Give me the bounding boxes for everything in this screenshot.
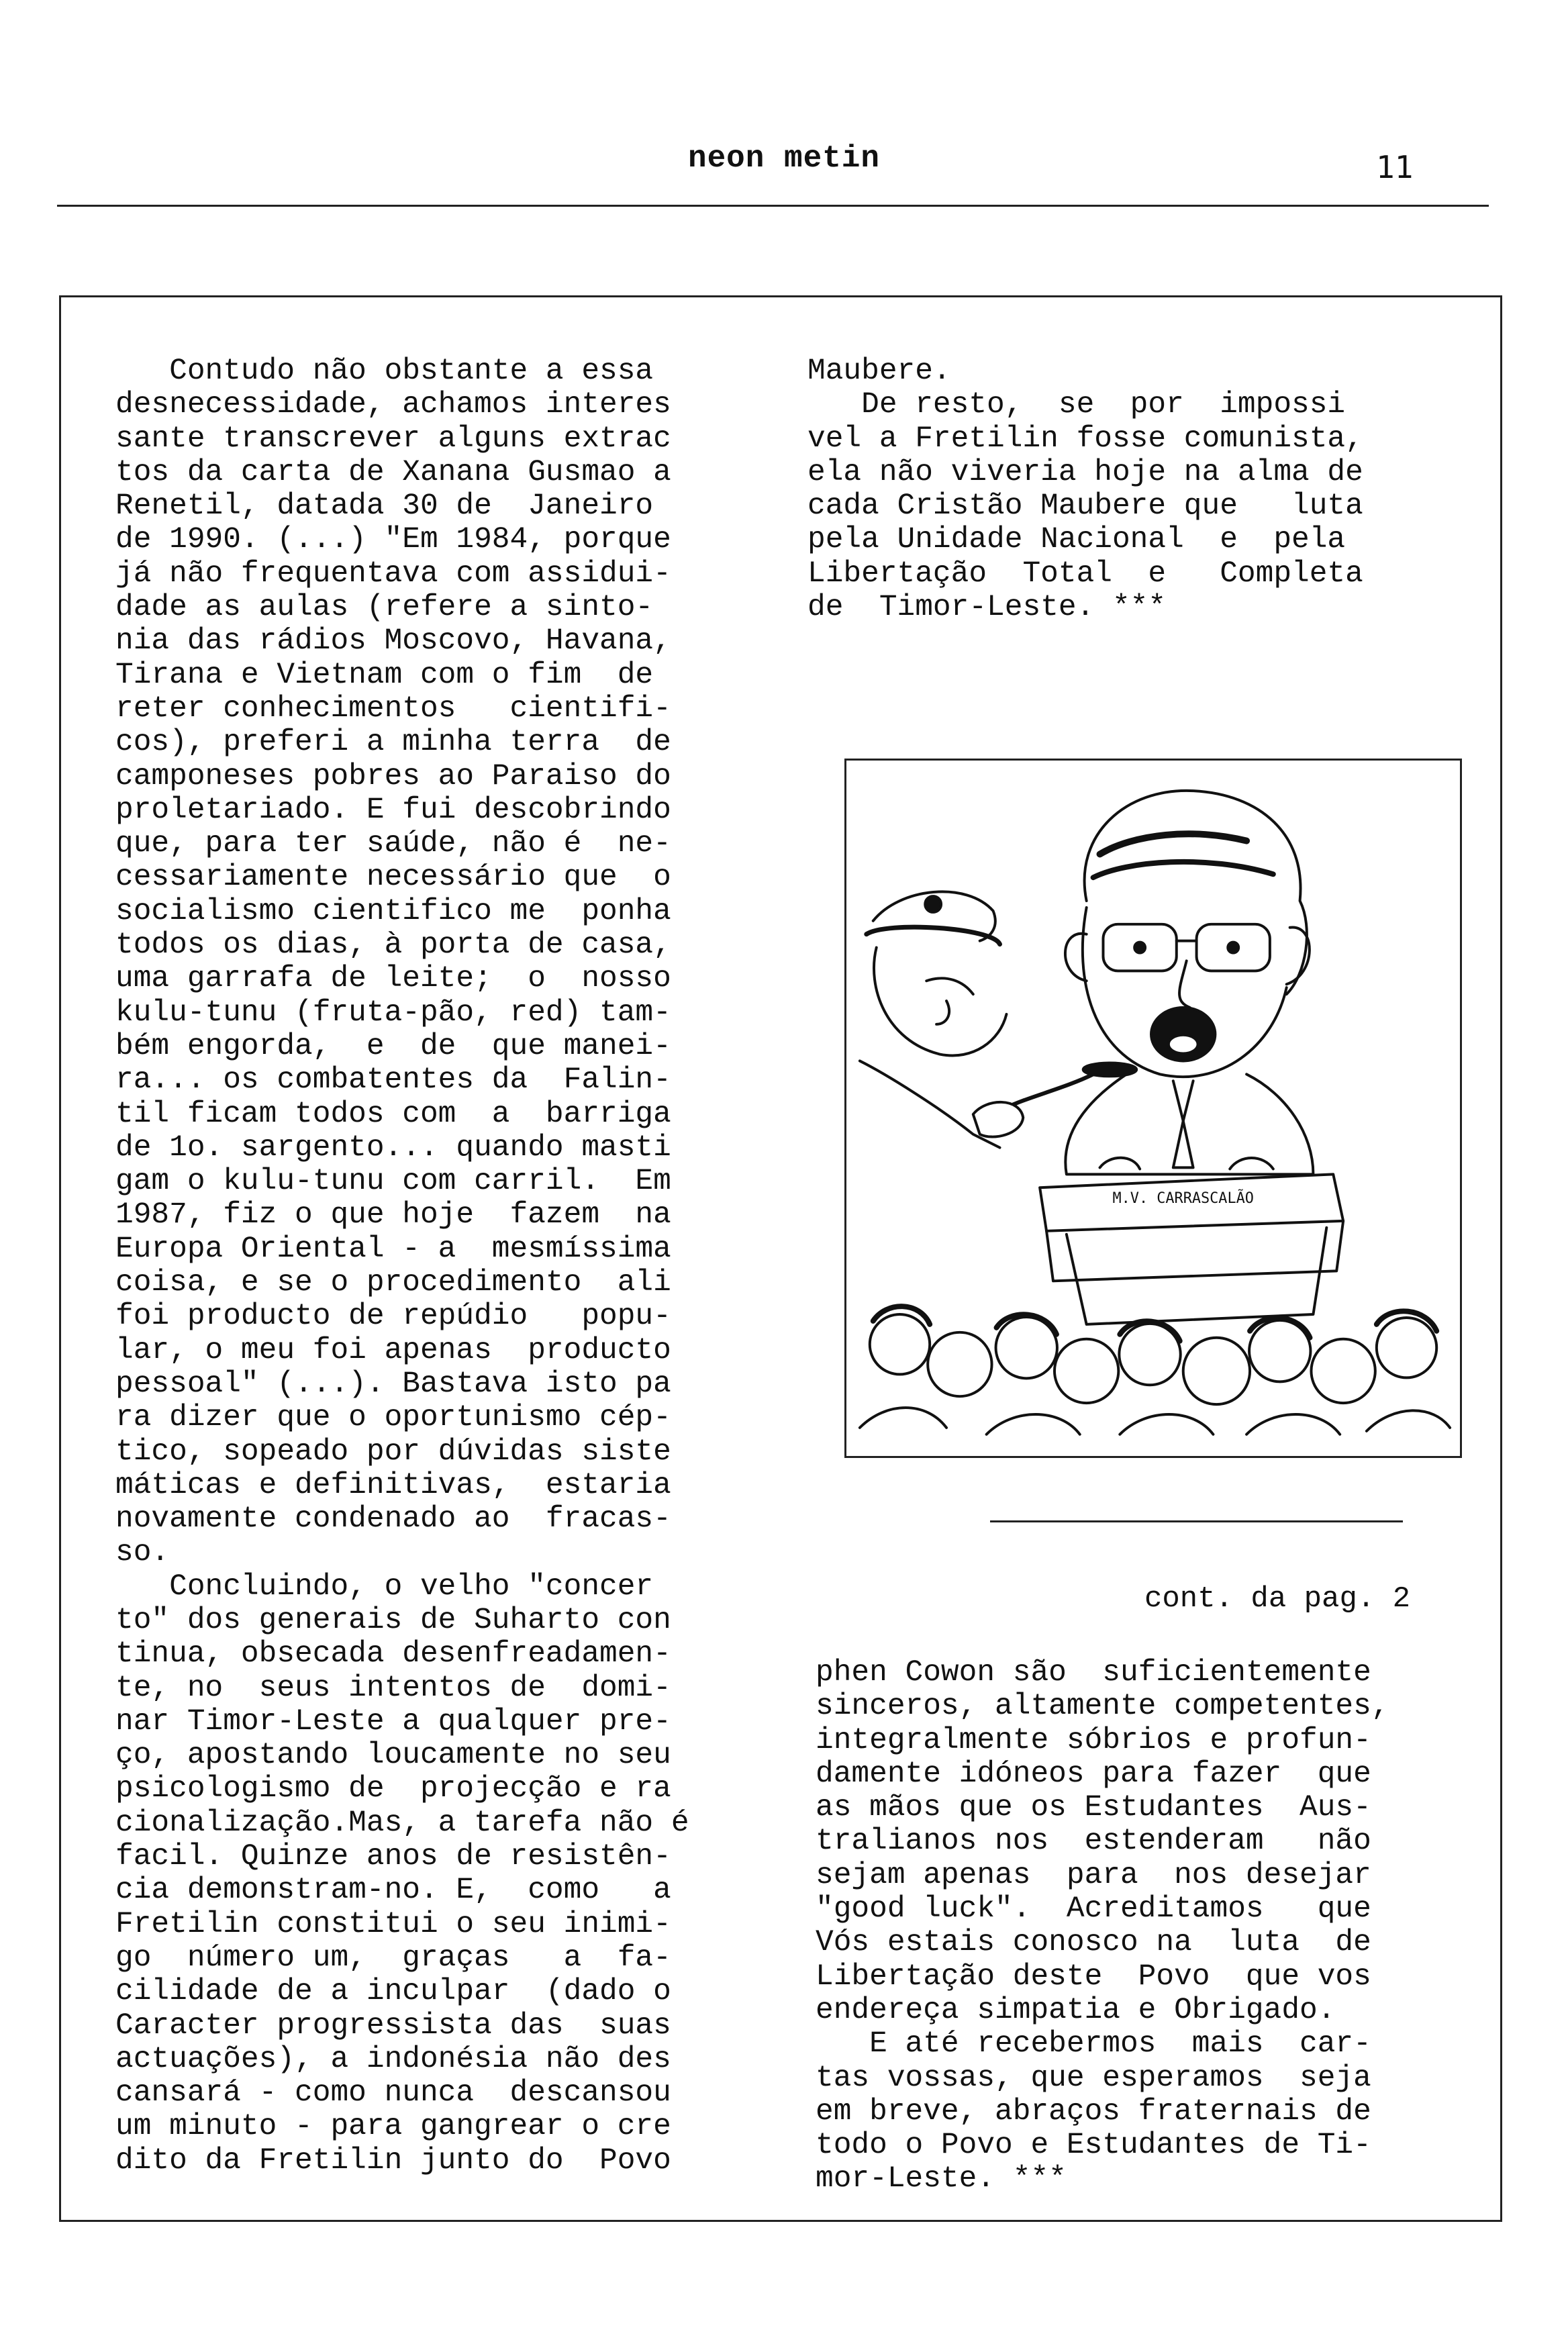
text-line: gam o kulu-tunu com carril. Em: [115, 1165, 671, 1199]
text-line: endereça simpatia e Obrigado.: [816, 1993, 1336, 2027]
article-left-column: [115, 354, 760, 2178]
caricature-icon: [846, 761, 1460, 1456]
text-line: ra dizer que o oportunismo cép-: [115, 1401, 671, 1435]
text-line: foi producto de repúdio popu-: [115, 1300, 671, 1334]
header-divider: [57, 205, 1489, 207]
text-line: um minuto - para gangrear o cre: [115, 2110, 671, 2144]
article-right-column-top: [807, 354, 1452, 624]
text-line: til ficam todos com a barriga: [115, 1097, 671, 1131]
text-line: Concluindo, o velho "concer: [115, 1569, 654, 1604]
text-line: De resto, se por impossi: [807, 388, 1346, 422]
text-line: ço, apostando loucamente no seu: [115, 1739, 671, 1773]
text-line: 1987, fiz o que hoje fazem na: [115, 1198, 671, 1232]
text-line: Fretilin constitui o seu inimi-: [115, 1907, 671, 1941]
text-line: ela não viveria hoje na alma de: [807, 455, 1363, 489]
text-line: que, para ter saúde, não é ne-: [115, 827, 671, 861]
text-line: cionalização.Mas, a tarefa não é: [115, 1806, 689, 1840]
text-line: mor-Leste. ***: [816, 2162, 1067, 2196]
text-line: E até recebermos mais car-: [816, 2027, 1371, 2061]
text-line: novamente condenado ao fracas-: [115, 1502, 671, 1537]
text-line: Caracter progressista das suas: [115, 2008, 671, 2043]
article-right-column-bottom: [816, 1656, 1460, 2196]
text-line: Tirana e Vietnam com o fim de: [115, 658, 654, 692]
text-line: Renetil, datada 30 de Janeiro: [115, 489, 654, 524]
text-line: socialismo cientifico me ponha: [115, 894, 671, 928]
text-line: nar Timor-Leste a qualquer pre-: [115, 1704, 671, 1739]
page-header-title: neon metin: [687, 141, 881, 176]
text-line: lar, o meu foi apenas producto: [115, 1333, 671, 1367]
text-line: to" dos generais de Suharto con: [115, 1603, 671, 1637]
text-line: uma garrafa de leite; o nosso: [115, 962, 671, 996]
text-line: as mãos que os Estudantes Aus-: [816, 1791, 1371, 1825]
podium-label: M.V. CARRASCALÃO: [1112, 1190, 1254, 1208]
section-divider: [990, 1520, 1403, 1522]
text-line: integralmente sóbrios e profun-: [816, 1723, 1371, 1757]
text-line: Libertação deste Povo que vos: [816, 1959, 1371, 1994]
text-line: pessoal" (...). Bastava isto pa: [115, 1367, 671, 1401]
text-line: cos), preferi a minha terra de: [115, 726, 671, 760]
text-line: damente idóneos para fazer que: [816, 1757, 1371, 1791]
text-line: tas vossas, que esperamos seja: [816, 2061, 1371, 2095]
text-line: desnecessidade, achamos interes: [115, 388, 671, 422]
text-line: actuações), a indonésia não des: [115, 2042, 671, 2076]
text-line: dade as aulas (refere a sinto-: [115, 591, 654, 625]
text-line: Contudo não obstante a essa: [115, 354, 654, 388]
text-line: "good luck". Acreditamos que: [816, 1892, 1371, 1927]
text-line: cada Cristão Maubere que luta: [807, 489, 1363, 524]
text-line: bém engorda, e de que manei-: [115, 1029, 671, 1063]
text-line: ra... os combatentes da Falin-: [115, 1063, 671, 1098]
text-line: Vós estais conosco na luta de: [816, 1926, 1371, 1960]
text-line: Libertação Total e Completa: [807, 556, 1363, 591]
text-line: sante transcrever alguns extrac: [115, 422, 671, 456]
text-line: em breve, abraços fraternais de: [816, 2094, 1371, 2129]
text-line: cia demonstram-no. E, como a: [115, 1873, 671, 1908]
text-line: reter conhecimentos cientifi-: [115, 691, 671, 726]
text-line: camponeses pobres ao Paraiso do: [115, 759, 671, 793]
text-line: tico, sopeado por dúvidas siste: [115, 1434, 671, 1469]
text-line: te, no seus intentos de domi-: [115, 1671, 671, 1705]
cartoon-illustration: [844, 759, 1462, 1458]
text-line: facil. Quinze anos de resistên-: [115, 1840, 671, 1874]
text-line: tralianos nos estenderam não: [816, 1824, 1371, 1859]
text-line: já não frequentava com assidui-: [115, 556, 671, 591]
text-line: kulu-tunu (fruta-pão, red) tam-: [115, 995, 671, 1030]
page-number: 11: [1376, 149, 1414, 185]
text-line: tos da carta de Xanana Gusmao a: [115, 455, 671, 489]
text-line: cessariamente necessário que o: [115, 861, 671, 895]
text-line: dito da Fretilin junto do Povo: [115, 2143, 671, 2178]
text-line: máticas e definitivas, estaria: [115, 1468, 671, 1502]
text-line: vel a Fretilin fosse comunista,: [807, 422, 1363, 456]
text-line: sejam apenas para nos desejar: [816, 1858, 1371, 1892]
text-line: de 1990. (...) "Em 1984, porque: [115, 523, 671, 557]
text-line: go número um, graças a fa-: [115, 1941, 671, 1975]
text-line: pela Unidade Nacional e pela: [807, 523, 1346, 557]
text-line: tinua, obsecada desenfreadamen-: [115, 1637, 671, 1671]
text-line: coisa, e se o procedimento ali: [115, 1266, 671, 1300]
text-line: de 1o. sargento... quando masti: [115, 1130, 671, 1165]
text-line: Maubere.: [807, 354, 951, 388]
text-line: cansará - como nunca descansou: [115, 2076, 671, 2110]
text-line: de Timor-Leste. ***: [807, 591, 1167, 625]
text-line: cilidade de a inculpar (dado o: [115, 1975, 671, 2009]
text-line: so.: [115, 1536, 170, 1570]
text-line: Europa Oriental - a mesmíssima: [115, 1232, 671, 1266]
text-line: todos os dias, à porta de casa,: [115, 928, 671, 963]
text-line: sinceros, altamente competentes,: [816, 1690, 1389, 1724]
text-line: proletariado. E fui descobrindo: [115, 793, 671, 827]
text-line: psicologismo de projecção e ra: [115, 1772, 671, 1806]
text-line: nia das rádios Moscovo, Havana,: [115, 624, 671, 659]
continuation-label: cont. da pag. 2: [1144, 1582, 1411, 1616]
text-line: phen Cowon são suficientemente: [816, 1656, 1371, 1690]
text-line: todo o Povo e Estudantes de Ti-: [816, 2129, 1371, 2163]
